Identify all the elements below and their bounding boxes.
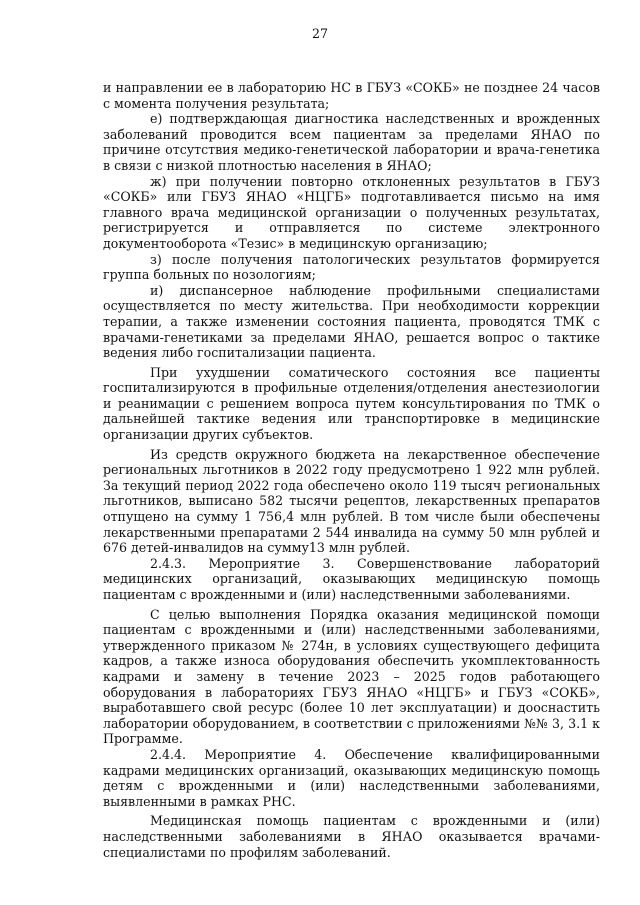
document-body [103,80,600,860]
paragraph-item-e: е) подтверждающая диагностика наследственных и врожденных заболеваний проводится всем пациентам за пределами ЯНАО по причине отсутствия медико-генетической лаборатории и врача-генетика в связи с низкой плотностью населения в ЯНАО; [103,111,600,173]
paragraph-measure-2-4-3: 2.4.3. Мероприятие 3. Совершенствование лабораторий медицинских организаций, оказывающих медицинскую помощь пациентам с врожденными и (или) наследственными заболеваниями. [103,555,600,602]
page-number: 27 [311,26,329,41]
paragraph-measure-2-4-4: 2.4.4. Мероприятие 4. Обеспечение квалифицированными кадрами медицинских организаций, оказывающих медицинскую помощь детям с врожденными и (или) наследственными заболеваниями, выявленными в рамках РНС. [103,746,600,809]
paragraph-equipment-upgrade: С целью выполнения Порядка оказания медицинской помощи пациентам с врожденными и (или) наследственными заболеваниями, утвержденного приказом № 274н, в условиях существующего дефицита кадров, а также износа оборудования обеспечить укомплектованность кадрами и замену в течение 2023 – 2025 годов работающего оборудования в лабораториях ГБУЗ ЯНАО «НЦГБ» и ГБУЗ «СОКБ», выработавшего свой ресурс (более 10 лет эксплуатации) и дооснастить лаборатории оборудованием, в соответствии с приложениями №№ 3, 3.1 к Программе. [103,606,600,747]
paragraph-hospitalization: При ухудшении соматического состояния все пациенты госпитализируются в профильные отделения/отделения анестезиологии и реанимации с решением вопроса путем консультирования по ТМК о дальнейшей тактике ведения или транспортировке в медицинские организации других субъектов. [103,364,600,443]
paragraph-medical-care: Медицинская помощь пациентам с врожденными и (или) наследственными заболеваниями в ЯНАО оказывается врачами-специалистами по профилям заболеваний. [103,813,600,860]
paragraph-item-z: з) после получения патологических результатов формируется группа больных по нозологиям; [103,251,600,283]
paragraph-item-zh: ж) при получении повторно отклоненных результатов в ГБУЗ «СОКБ» или ГБУЗ ЯНАО «НЦГБ» подготавливается письмо на имя главного врача медицинской организации о полученных результатах, регистрируется и отправляется по системе электронного документооборота «Тезис» в медицинскую организацию; [103,173,600,251]
paragraph-item-i: и) диспансерное наблюдение профильными специалистами осуществляется по месту жительства. При необходимости коррекции терапии, а также изменении состояния пациента, проводятся ТМК с врачами-генетиками за пределами ЯНАО, решается вопрос о тактике ведения либо госпитализации пациента. [103,282,600,361]
paragraph-drug-provision: Из средств окружного бюджета на лекарственное обеспечение региональных льготников в 2022 году предусмотрено 1 922 млн рублей. За текущий период 2022 года обеспечено около 119 тысяч региональных льготников, выписано 582 тысячи рецептов, лекарственных препаратов отпущено на сумму 1 756,4 млн рублей. В том числе были обеспечены лекарственными препаратами 2 544 инвалида на сумму 50 млн рублей и 676 детей-инвалидов на сумму13 млн рублей. [103,446,600,556]
paragraph-lab-referral: и направлении ее в лабораторию НС в ГБУЗ «СОКБ» не позднее 24 часов с момента получения результата; [103,80,600,111]
